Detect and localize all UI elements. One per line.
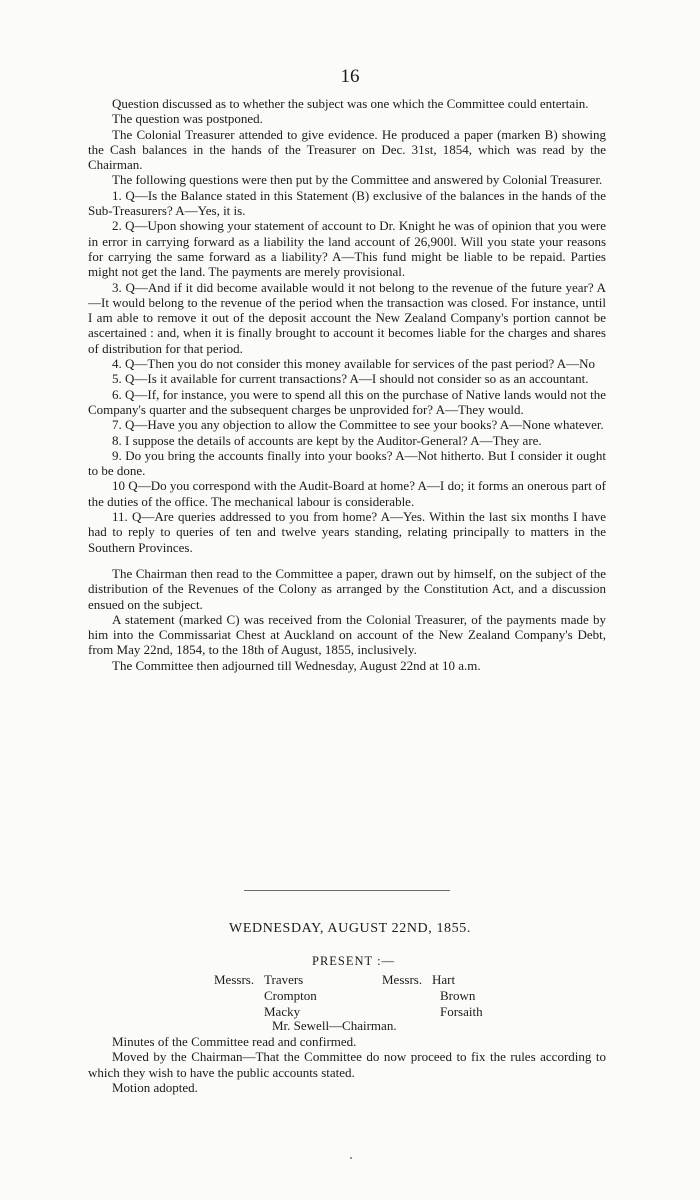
question-9: 9. Do you bring the accounts finally into your books? A—Not hitherto. But I consider it ought to be done. xyxy=(88,447,606,479)
messrs-prefix-left: Messrs. xyxy=(214,972,255,987)
question-4: 4. Q—Then you do not consider this money available for services of the past period? A—No xyxy=(112,356,596,372)
messrs-prefix-right: Messrs. xyxy=(382,972,423,987)
paragraph: The Colonial Treasurer attended to give evidence. He produced a paper (marken B) showing the Cash balances in the hands of the Treasurer on Dec. 31st, 1854, which was read by the Chairman. xyxy=(88,126,606,173)
page-number: 16 xyxy=(340,66,360,87)
paragraph: A statement (marked C) was received from the Colonial Treasurer, of the payments made by him into the Commissariat Chest at Auckland on account of the New Zealand Company's Debt, from May 22nd, 1854, to the 18th of August, 1855, inclusively. xyxy=(88,611,606,658)
question-1: 1. Q—Is the Balance stated in this Statement (B) exclusive of the balances in the hands of the Sub-Treasurers? A—Yes, it is. xyxy=(88,187,606,219)
session-minutes xyxy=(88,1034,606,1095)
printer-mark xyxy=(350,1157,352,1159)
minutes-body xyxy=(88,96,606,673)
question-6: 6. Q—If, for instance, you were to spend all this on the purchase of Native lands would not the Company's quarter and the subsequent charges be unprovided for? A—They would. xyxy=(88,386,606,417)
question-2: 2. Q—Upon showing your statement of account to Dr. Knight he was of opinion that you were in error in carrying forward as a liability the land account of 26,900l. Will you state your reasons for carrying the same forward as a liability? A—This fund might be liable to be repaid. Parties might not get the land. The payments are merely provisional. xyxy=(88,218,606,280)
chairman-line: Mr. Sewell—Chairman. xyxy=(272,1018,397,1033)
paragraph: The following questions were then put by the Committee and answered by Colonial Treasurer. xyxy=(112,172,603,188)
adjournment-paragraph: The Committee then adjourned till Wednesday, August 22nd at 10 a.m. xyxy=(112,657,481,673)
question-7: 7. Q—Have you any objection to allow the Committee to see your books? A—None whatever. xyxy=(112,417,604,433)
paragraph: Minutes of the Committee read and confirmed. xyxy=(112,1034,357,1049)
paragraph: Moved by the Chairman—That the Committee do now proceed to fix the rules according to which they wish to have the public accounts stated. xyxy=(88,1049,606,1080)
section-divider xyxy=(244,890,450,891)
paragraph: The Chairman then read to the Committee a paper, drawn out by himself, on the subject of the distribution of the Revenues of the Colony as arranged by the Constitution Act, and a discussion ensued on the subject. xyxy=(88,565,606,612)
paragraph: Question discussed as to whether the subject was one which the Committee could entertain. xyxy=(112,96,589,111)
attendee-name: Forsaith xyxy=(440,1004,483,1019)
question-10: 10 Q—Do you correspond with the Audit-Board at home? A—I do; it forms an onerous part of the duties of the office. The mechanical labour is considerable. xyxy=(88,478,606,509)
paragraph: Motion adopted. xyxy=(112,1079,198,1095)
question-3: 3. Q—And if it did become available would it not belong to the revenue of the future year? A—It would belong to the revenue of the period when the transaction was closed. For instance, until I am able to remove it out of the deposit account the New Zealand Company's portion cannot be ascertained : and, when it is finally brought to account it becomes liable for the charges and shares of distribution for that period. xyxy=(88,279,606,356)
attendee-name: Travers xyxy=(264,972,304,987)
session-heading: WEDNESDAY, AUGUST 22ND, 1855. xyxy=(229,921,471,936)
question-8: 8. I suppose the details of accounts are kept by the Auditor-General? A—They are. xyxy=(112,432,542,448)
paragraph: The question was postponed. xyxy=(112,111,263,127)
attendee-name: Brown xyxy=(440,988,476,1003)
question-5: 5. Q—Is it available for current transactions? A—I should not consider so as an accountant. xyxy=(112,371,589,387)
attendee-name: Macky xyxy=(264,1004,301,1019)
attendee-name: Hart xyxy=(432,972,456,987)
attendee-name: Crompton xyxy=(264,988,317,1003)
present-label: PRESENT :— xyxy=(312,954,396,968)
question-11: 11. Q—Are queries addressed to you from home? A—Yes. Within the last six months I have had to reply to queries of ten and twelve years standing, relating principally to matters in the Southern Provinces. xyxy=(88,509,606,555)
